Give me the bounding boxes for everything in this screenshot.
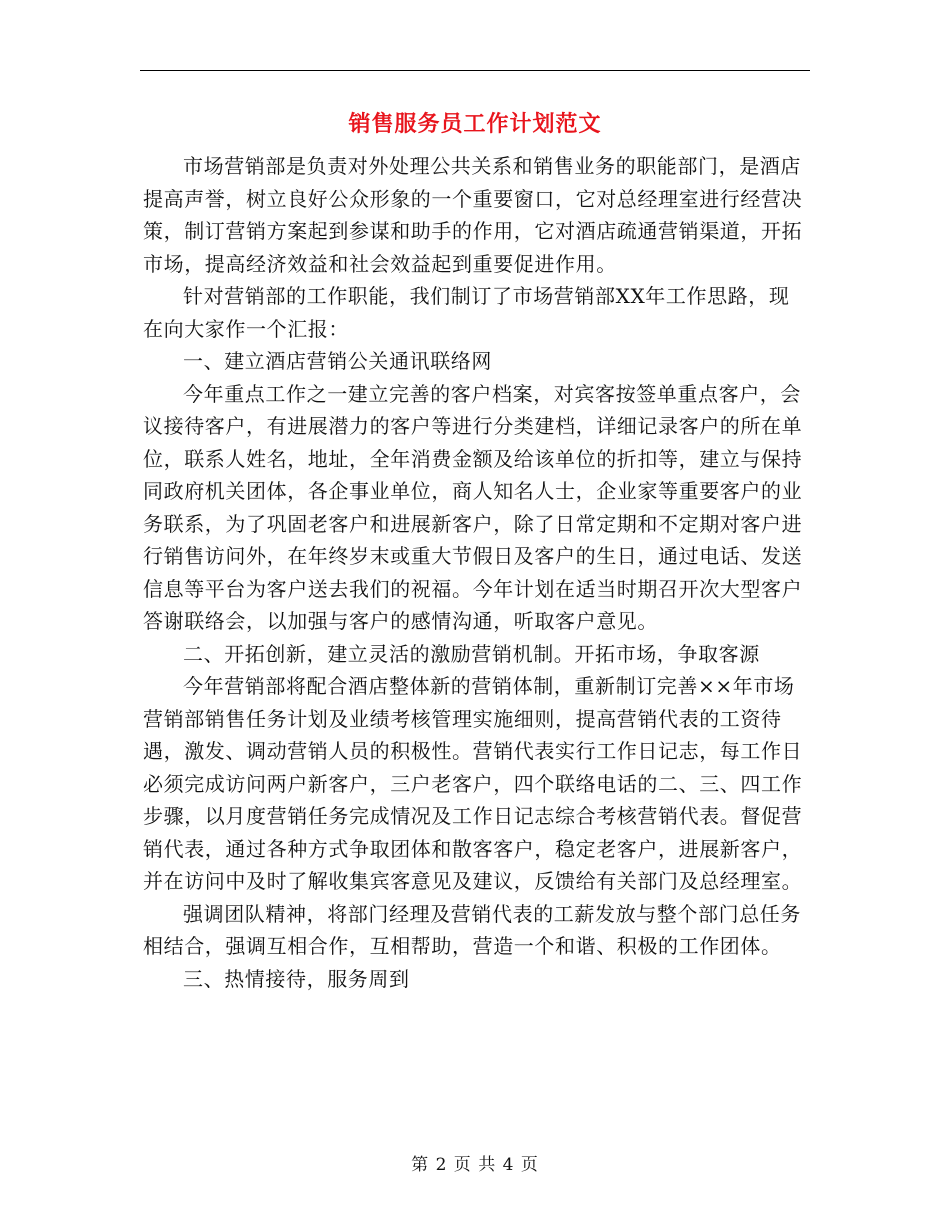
section-heading-3: 三、热情接待，服务周到 — [183, 966, 410, 991]
document-body — [143, 150, 807, 995]
paragraph-team-spirit: 强调团队精神，将部门经理及营销代表的工薪发放与整个部门总任务相结合，强调互相合作，互相帮助，营造一个和谐、积极的工作团体。 — [143, 901, 801, 958]
paragraph-incentive-mechanism: 今年营销部将配合酒店整体新的营销体制，重新制订完善××年市场营销部销售任务计划及业绩考核管理实施细则，提高营销代表的工资待遇，激发、调动营销人员的积极性。营销代表实行工作日记志，每工作日必须完成访问两户新客户，三户老客户，四个联络电话的二、三、四工作步骤，以月度营销任务完成情况及工作日记志综合考核营销代表。督促营销代表，通过各种方式争取团体和散客客户，稳定老客户，进展新客户，并在访问中及时了解收集宾客意见及建议，反馈给有关部门及总经理室。 — [143, 674, 803, 893]
section-heading-2: 二、开拓创新，建立灵活的激励营销机制。开拓市场，争取客源 — [183, 641, 760, 666]
paragraph-customer-files: 今年重点工作之一建立完善的客户档案，对宾客按签单重点客户，会议接待客户，有进展潜力的客户等进行分类建档，详细记录客户的所在单位，联系人姓名，地址，全年消费金额及给该单位的折扣等，建立与保持同政府机关团体，各企事业单位，商人知名人士，企业家等重要客户的业务联系，为了巩固老客户和进展新客户，除了日常定期和不定期对客户进行销售访问外，在年终岁末或重大节假日及客户的生日，通过电话、发送信息等平台为客户送去我们的祝福。今年计划在适当时期召开次大型客户答谢联络会，以加强与客户的感情沟通，听取客户意见。 — [143, 381, 803, 633]
document-title: 销售服务员工作计划范文 — [348, 112, 602, 137]
section-heading-1: 一、建立酒店营销公关通讯联络网 — [183, 349, 492, 373]
header-rule — [140, 70, 810, 71]
page-number: 第 2 页 共 4 页 — [411, 1155, 539, 1175]
paragraph-intro: 市场营销部是负责对外处理公共关系和销售业务的职能部门，是酒店提高声誉，树立良好公众形象的一个重要窗口，它对总经理室进行经营决策，制订营销方案起到参谋和助手的作用，它对酒店疏通营销渠道，开拓市场，提高经济效益和社会效益起到重要促进作用。 — [143, 154, 803, 276]
paragraph-work-plan-intro: 针对营销部的工作职能，我们制订了市场营销部XX年工作思路，现在向大家作一个汇报： — [143, 284, 790, 341]
